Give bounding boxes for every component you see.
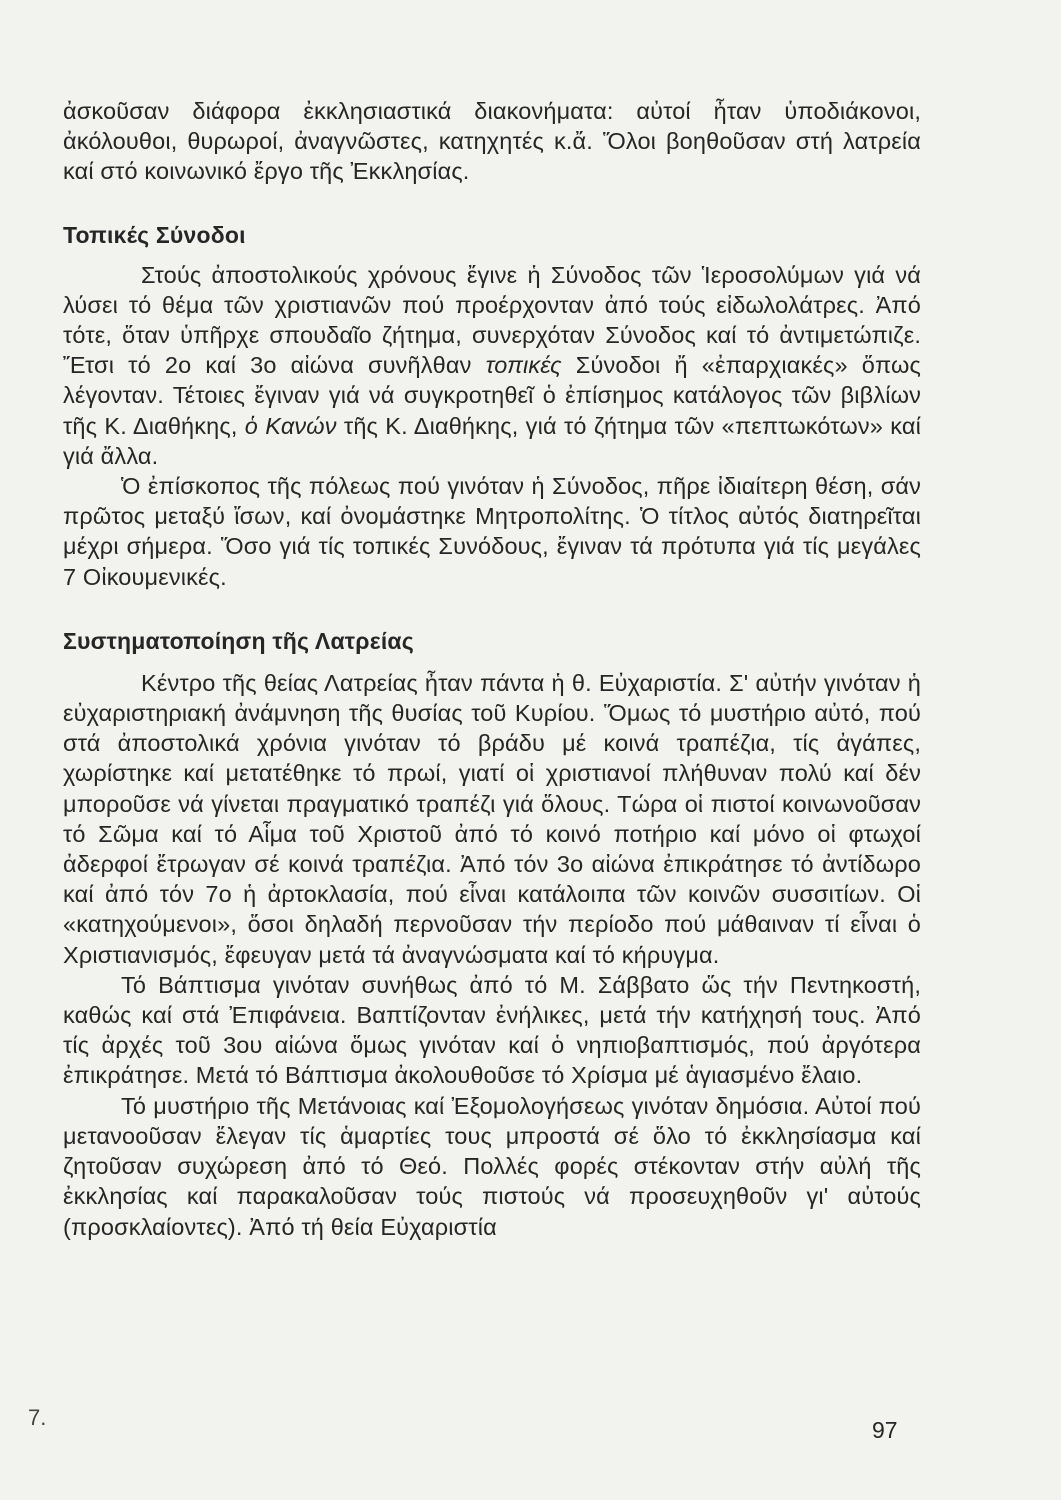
page-number: 97 <box>872 1417 898 1443</box>
local-synods-paragraph-1 <box>63 260 921 471</box>
text-run: Στούς ἀποστολικούς χρόνους ἔγινε ἡ Σύνοδος τῶν Ἱεροσολύμων γιά νά λύσει τό θέμα τῶν χριστιανῶν πού προέρχονταν ἀπό τούς εἰδωλολάτρες. Ἀπό τότε, ὅταν ὑπῆρχε σπουδαῖο ζήτημα, συνερχόταν Σύνοδος καί τό ἀντιμετώπιζε. Ἔτσι τό 2ο καί 3ο αἰώνα συνῆλθαν <box>63 261 921 379</box>
local-synods-paragraph-2: Ὁ ἐπίσκοπος τῆς πόλεως πού γινόταν ἡ Σύνοδος, πῆρε ἰδιαίτερη θέση, σάν πρῶτος μεταξύ ἴσων, καί ὀνομάστηκε Μητροπολίτης. Ὁ τίτλος αὐτός διατηρεῖται μέχρι σήμερα. Ὅσο γιά τίς τοπικές Συνόδους, ἔγιναν τά πρότυπα γιά τίς μεγάλες 7 Οἰκουμενικές. <box>63 473 921 590</box>
worship-paragraph-3: Τό μυστήριο τῆς Μετάνοιας καί Ἐξομολογήσεως γινόταν δημόσια. Αὐτοί πού μετανοοῦσαν ἔλεγαν τίς ἁμαρτίες τους μπροστά σέ ὅλο τό ἐκκλησίασμα καί ζητοῦσαν συχώρεση ἀπό τό Θεό. Πολλές φορές στέκονταν στήν αὐλή τῆς ἐκκλησίας καί παρακαλοῦσαν τούς πιστούς νά προσευχηθοῦν γι' αὐτούς (προσκλαίοντες). Ἀπό τή θεία Εὐχαριστία <box>63 1092 921 1240</box>
italic-term: τοπικές <box>485 352 562 379</box>
section-heading-local-synods: Τοπικές Σύνοδοι <box>63 221 246 248</box>
worship-paragraph-2: Τό Βάπτισμα γινόταν συνήθως ἀπό τό Μ. Σάββατο ὥς τήν Πεντηκοστή, καθώς καί στά Ἐπιφάνεια. Βαπτίζονταν ἐνήλικες, μετά τήν κατήχησή τους. Ἀπό τίς ἀρχές τοῦ 3ου αἰώνα ὅμως γινόταν καί ὁ νηπιοβαπτισμός, πού ἀργότερα ἐπικράτησε. Μετά τό Βάπτισμα ἀκολουθοῦσε τό Χρίσμα μέ ἁγιασμένο ἔλαιο. <box>63 971 921 1089</box>
intro-paragraph: ἀσκοῦσαν διάφορα ἐκκλησιαστικά διακονήματα: αὐτοί ἦταν ὑποδιάκονοι, ἀκόλουθοι, θυρωροί, ἀναγνῶστες, κατηχητές κ.ἄ. Ὅλοι βοηθοῦσαν στή λατρεία καί στό κοινωνικό ἔργο τῆς Ἐκκλησίας. <box>63 98 921 185</box>
text-run: Σύνοδοι ἤ «ἐπαρχιακές» ὅπως λέγονταν. Τέτοιες ἔγιναν γιά νά συγκροτηθεῖ ὁ ἐπίσημος κατάλογος τῶν βιβλίων τῆς Κ. Διαθήκης, <box>63 352 921 439</box>
italic-term: ὁ Κανών <box>244 412 337 439</box>
section-heading-worship: Συστηματοποίηση τῆς Λατρείας <box>63 627 414 654</box>
text-run: τῆς Κ. Διαθήκης, γιά τό ζήτημα τῶν «πεπτωκότων» καί γιά ἄλλα. <box>63 412 921 469</box>
page-content <box>63 96 921 1242</box>
signature-mark: 7. <box>28 1405 47 1430</box>
worship-paragraph-1: Κέντρο τῆς θείας Λατρείας ἦταν πάντα ἡ θ. Εὐχαριστία. Σ' αὐτήν γινόταν ἡ εὐχαριστηριακή ἀνάμνηση τῆς θυσίας τοῦ Κυρίου. Ὅμως τό μυστήριο αὐτό, πού στά ἀποστολικά χρόνια γινόταν τό βράδυ μέ κοινά τραπέζια, τίς ἀγάπες, χωρίστηκε καί μετατέθηκε τό πρωί, γιατί οἱ χριστιανοί πλήθυναν πολύ καί δέν μποροῦσε νά γίνεται πραγματικό τραπέζι γιά ὅλους. Τώρα οἱ πιστοί κοινωνοῦσαν τό Σῶμα καί τό Αἷμα τοῦ Χριστοῦ ἀπό τό κοινό ποτήριο καί μόνο οἱ φτωχοί ἀδερφοί ἔτρωγαν σέ κοινά τραπέζια. Ἀπό τόν 3ο αἰώνα ἐπικράτησε τό ἀντίδωρο καί ἀπό τόν 7ο ἡ ἀρτοκλασία, πού εἶναι κατάλοιπα τῶν κοινῶν συσσιτίων. Οἱ «κατηχούμενοι», ὅσοι δηλαδή περνοῦσαν τήν περίοδο πού μάθαιναν τί εἶναι ὁ Χριστιανισμός, ἔφευγαν μετά τά ἀναγνώσματα καί τό κήρυγμα. <box>63 669 921 968</box>
